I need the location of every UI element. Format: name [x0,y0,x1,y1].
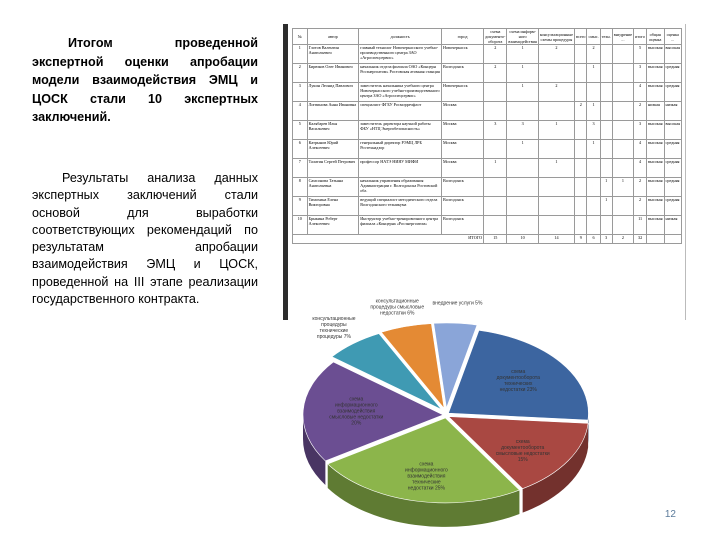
row-value [600,140,612,159]
header-col-f: общая оценка [647,29,665,45]
row-rating: высокая [647,121,665,140]
header-num: № [293,29,308,45]
row-value: 1 [600,178,612,197]
row-fit: средняя [664,178,682,197]
table-row [293,197,682,216]
row-value: 3 [507,121,538,140]
pie-chart-svg [196,320,696,540]
row-value: 2 [587,45,600,64]
row-value: 1 [587,102,600,121]
row-value [612,197,633,216]
row-city: Москва [441,140,483,159]
row-value: 2 [634,102,647,121]
row-position: начальник отдела филиала ОАО «Концерн Росэнергоатом» Ростовская атомная станция [359,64,442,83]
row-value: 4 [634,140,647,159]
row-position: начальник управления образования Администрации г. Волгодонска Ростовской обл. [359,178,442,197]
row-num: 7 [293,159,308,178]
header-col-g: оценка ... [664,29,682,45]
row-value: 3 [484,121,507,140]
row-value [484,197,507,216]
row-value [612,140,633,159]
row-num: 8 [293,178,308,197]
row-position: ведущий специалист методического отдела Волгодонского техникума [359,197,442,216]
row-value: 2 [484,64,507,83]
row-num: 10 [293,216,308,235]
row-value: 3 [634,64,647,83]
row-fit: высокая [664,45,682,64]
row-value [575,140,587,159]
row-value: 2 [484,45,507,64]
row-value: 3 [587,121,600,140]
row-value [538,140,574,159]
row-rating: высокая [647,140,665,159]
row-value [612,102,633,121]
row-position: заместитель директора научной работы ФБУ «НТЦ Энергобезопасность» [359,121,442,140]
row-city: Москва [441,102,483,121]
total-cell: 10 [507,235,538,244]
pie-slice-label: схема информационного взаимодействия технические недостатки 25% [405,461,448,491]
row-position: специалист ФГБУ Росморречфлот [359,102,442,121]
row-fit: средняя [664,197,682,216]
row-value [587,178,600,197]
row-rating: высокая [647,216,665,235]
row-value: 1 [612,178,633,197]
total-cell: 14 [538,235,574,244]
row-value [538,197,574,216]
row-value [507,102,538,121]
row-value [587,159,600,178]
row-fit: средняя [664,159,682,178]
row-value [538,102,574,121]
row-num: 2 [293,64,308,83]
total-cell: 32 [634,235,647,244]
header-col-c: консультационные схемы процедуры [538,29,574,45]
row-value: 1 [507,140,538,159]
row-value [587,216,600,235]
row-value [538,178,574,197]
row-value [575,216,587,235]
row-value: 1 [587,140,600,159]
row-value: 1 [538,159,574,178]
expert-table [292,28,682,244]
row-fit: низкая [664,216,682,235]
row-fit: высокая [664,121,682,140]
row-position: заместитель начальника учебного центра Новочеркасского учебно-производственного центра ЗАО «Агроспецсервис» [359,83,442,102]
row-author: Глотов Валентин Анатольевич [307,45,359,64]
row-fit: низкая [664,102,682,121]
row-value [575,83,587,102]
row-fit: средняя [664,64,682,83]
total-cell: 9 [575,235,587,244]
row-author: Логвинова Анна Ивановна [307,102,359,121]
row-value: 1 [507,64,538,83]
row-author: Калябарев Илья Васильевич [307,121,359,140]
row-city: Москва [441,121,483,140]
row-value: 1 [587,64,600,83]
row-value [507,197,538,216]
row-rating: высокая [647,83,665,102]
row-author: Катрынов Юрий Алексеевич [307,140,359,159]
table-row [293,140,682,159]
row-rating: высокая [647,197,665,216]
row-value [575,121,587,140]
row-value [600,83,612,102]
pie-slice-label: схема документооборота смысловые недостатки 15% [496,439,550,463]
row-value: 2 [538,83,574,102]
row-city: Москва [441,159,483,178]
row-fit: средняя [664,83,682,102]
row-value [612,121,633,140]
total-cell: 2 [612,235,633,244]
page-number: 12 [665,509,676,520]
table-row [293,102,682,121]
row-value [612,83,633,102]
table-row [293,178,682,197]
row-rating: высокая [647,159,665,178]
row-value [612,216,633,235]
total-label: ИТОГО [293,235,484,244]
header-position: должность [359,29,442,45]
table-row [293,216,682,235]
row-value [484,83,507,102]
row-num: 6 [293,140,308,159]
row-num: 3 [293,83,308,102]
row-author: Самсонова Татьяна Анатольевна [307,178,359,197]
row-value: 1 [507,45,538,64]
row-value [600,102,612,121]
pie-chart [196,320,696,540]
row-value: 3 [634,121,647,140]
row-value: 1 [507,83,538,102]
pie-slice-label: консультационные процедуры технические процедуры 7% [312,316,355,340]
row-value [484,178,507,197]
row-value: 4 [634,159,647,178]
row-position: профессор НАТЭ НИЯУ МИФИ [359,159,442,178]
row-value [538,64,574,83]
row-value [587,197,600,216]
pie-slice-label: схема информационного взаимодействия смысловые недостатки 20% [329,396,383,426]
row-value [507,216,538,235]
row-city: Волгодонск [441,216,483,235]
row-value: 11 [634,216,647,235]
row-num: 9 [293,197,308,216]
header-col-a: схема документо-оборота [484,29,507,45]
row-value: 2 [634,197,647,216]
header-sub1: всего [575,29,587,45]
row-value [612,45,633,64]
total-cell: 15 [484,235,507,244]
header-col-e: итого [634,29,647,45]
row-value [484,102,507,121]
row-value: 2 [538,45,574,64]
row-rating: высокая [647,64,665,83]
row-value: 2 [634,178,647,197]
expert-table-image [283,24,686,320]
row-rating: высокая [647,45,665,64]
row-num: 1 [293,45,308,64]
row-value [575,159,587,178]
row-num: 5 [293,121,308,140]
table-row [293,64,682,83]
row-value [484,140,507,159]
row-author: Брыкина Роберт Алексеевич [307,216,359,235]
row-value: 1 [538,121,574,140]
row-value [575,64,587,83]
row-author: Тимохина Елена Викторовна [307,197,359,216]
total-cell: 6 [587,235,600,244]
row-value [612,159,633,178]
row-position: генеральный директор РЭМЦ ЛРБ Ростехнадзор [359,140,442,159]
header-author: автор [307,29,359,45]
table-row [293,45,682,64]
row-value [575,178,587,197]
row-value [484,216,507,235]
row-rating: высокая [647,178,665,197]
row-value: 4 [634,83,647,102]
row-fit: средняя [664,140,682,159]
row-value [587,83,600,102]
row-position: главный технолог Новочеркасского учебно-производственного центра ЗАО «Агроспецсервис» [359,45,442,64]
row-value [600,121,612,140]
row-city: Волгодонск [441,64,483,83]
row-city: Волгодонск [441,178,483,197]
pie-slice-label: схема документооборота технических недостатки 23% [497,369,540,393]
total-cell: 3 [600,235,612,244]
table-row [293,121,682,140]
row-value [507,178,538,197]
row-value [600,216,612,235]
row-value [575,45,587,64]
row-position: Инструктор учебно-тренировочного центра филиала «Концерна «Росэнергоатом» [359,216,442,235]
row-author: Талатин Сергей Петрович [307,159,359,178]
row-value [612,64,633,83]
pie-slice-label: консультационные процедуры смысловые недостатки 6% [370,299,424,317]
row-value: 1 [484,159,507,178]
row-value [575,197,587,216]
row-rating: низкая [647,102,665,121]
row-value [538,216,574,235]
header-col-b: схема информ-ного взаимодействия [507,29,538,45]
row-value [600,64,612,83]
header-city: город [441,29,483,45]
row-value [600,45,612,64]
row-value: 5 [634,45,647,64]
header-sub2: смыс. [587,29,600,45]
table-row [293,159,682,178]
row-value [507,159,538,178]
row-city: Новочеркасск [441,45,483,64]
table-row [293,83,682,102]
row-value [600,159,612,178]
row-author: Бирюков Олег Иванович [307,64,359,83]
header-sub3: техн. [600,29,612,45]
row-value: 2 [575,102,587,121]
row-city: Волгодонск [441,197,483,216]
row-author: Лукин Леонид Павлович [307,83,359,102]
header-col-d: внедрение ... [612,29,633,45]
slide-title: Итогом проведенной экспертной оценки апробации модели взаимодействия ЭМЦ и ЦОСК стали 10 экспертных заключений. [32,34,258,127]
row-num: 4 [293,102,308,121]
pie-slice-label: внедрение услуги 5% [433,301,483,307]
slide-paragraph: Результаты анализа данных экспертных заключений стали основой для выработки соответствующих рекомендаций по результатам апробации взаимодействия ЭМЦ и ЦОСК, проведенной на III этапе реализации государственного контракта. [32,170,258,308]
row-city: Новочеркасск [441,83,483,102]
row-value: 1 [600,197,612,216]
